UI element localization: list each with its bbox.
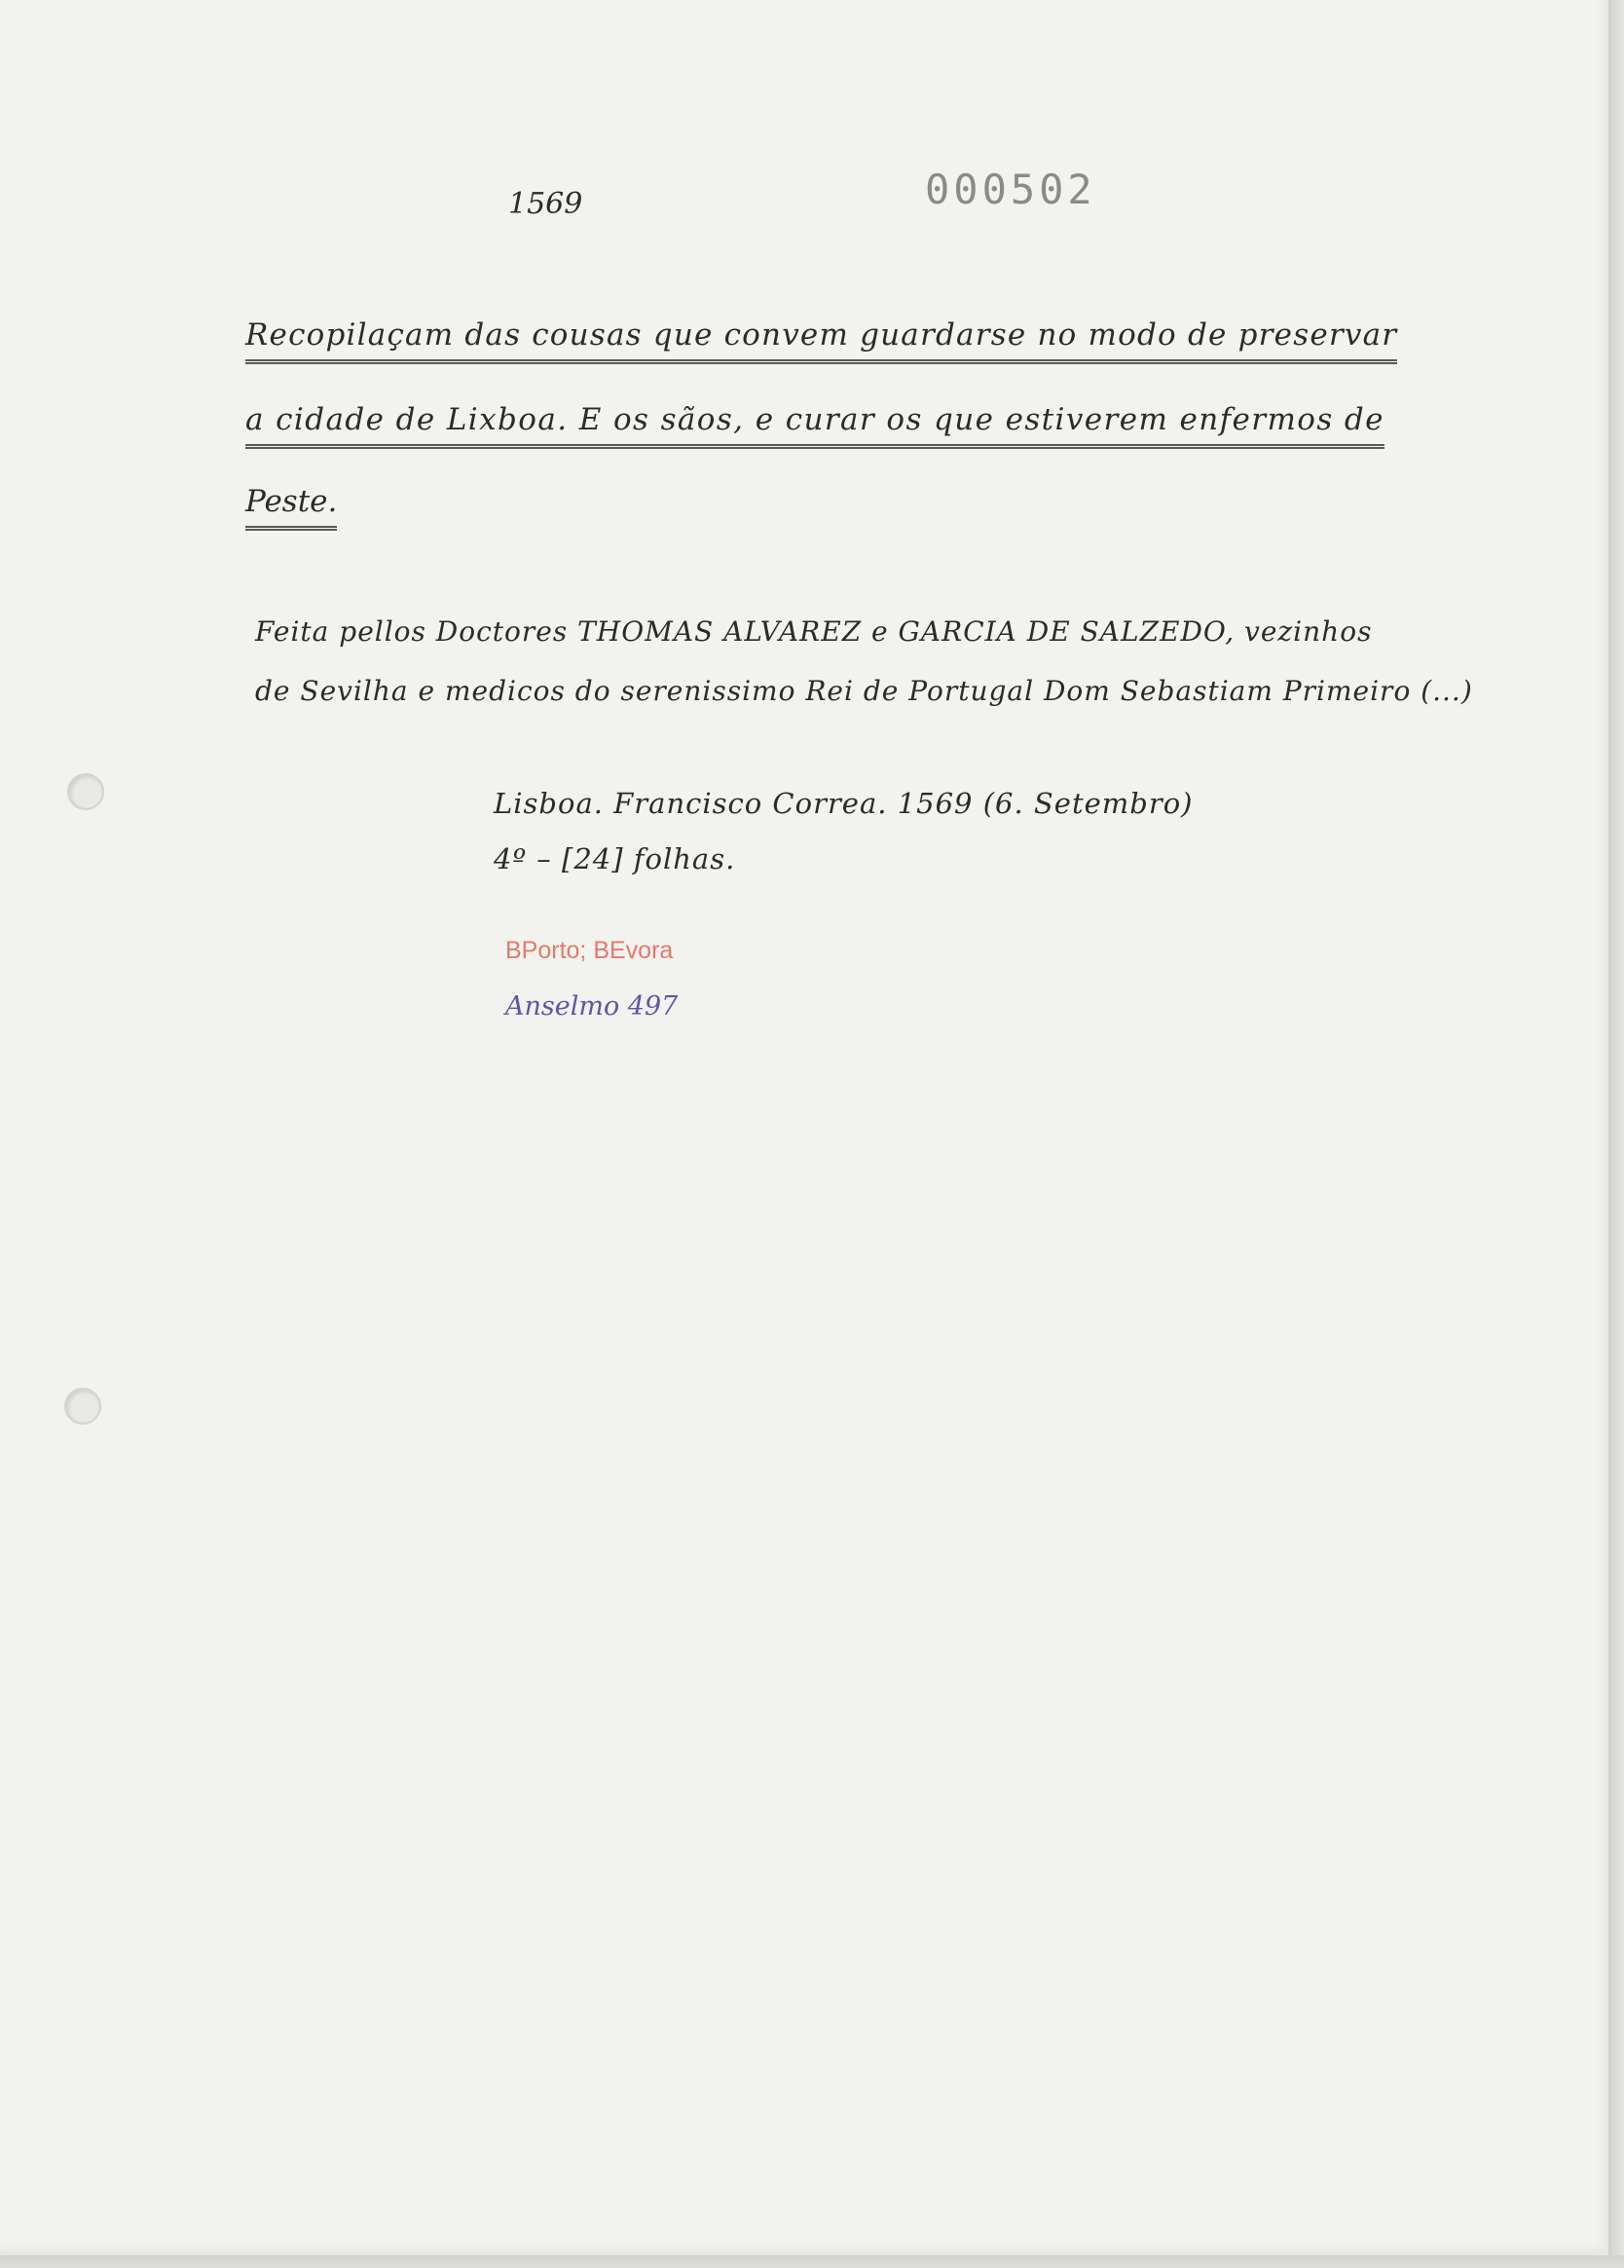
- imprint-line: Lisboa. Francisco Correa. 1569 (6. Setembro): [494, 787, 1194, 820]
- title-line-3: Peste.: [245, 484, 337, 531]
- title-line-1: Recopilaçam das cousas que convem guardarse no modo de preservar: [245, 317, 1397, 364]
- punch-hole-bottom: [64, 1388, 101, 1425]
- author-line-1: Feita pellos Doctores THOMAS ALVAREZ e GARCIA DE SALZEDO, vezinhos: [255, 615, 1373, 648]
- scan-edge-bottom: [0, 2255, 1624, 2268]
- reference-note: Anselmo 497: [505, 991, 679, 1022]
- stamp-number: 000502: [925, 166, 1096, 213]
- collation-line: 4º – [24] folhas.: [494, 842, 736, 875]
- punch-hole-top: [67, 773, 104, 810]
- title-line-2: a cidade de Lixboa. E os sãos, e curar os que estiverem enfermos de: [245, 402, 1384, 449]
- author-line-2: de Sevilha e medicos do serenissimo Rei de Portugal Dom Sebastiam Primeiro (...): [255, 675, 1473, 707]
- publication-year: 1569: [508, 187, 583, 221]
- holdings-note: BPorto; BEvora: [505, 937, 674, 964]
- scan-edge-right: [1608, 0, 1624, 2268]
